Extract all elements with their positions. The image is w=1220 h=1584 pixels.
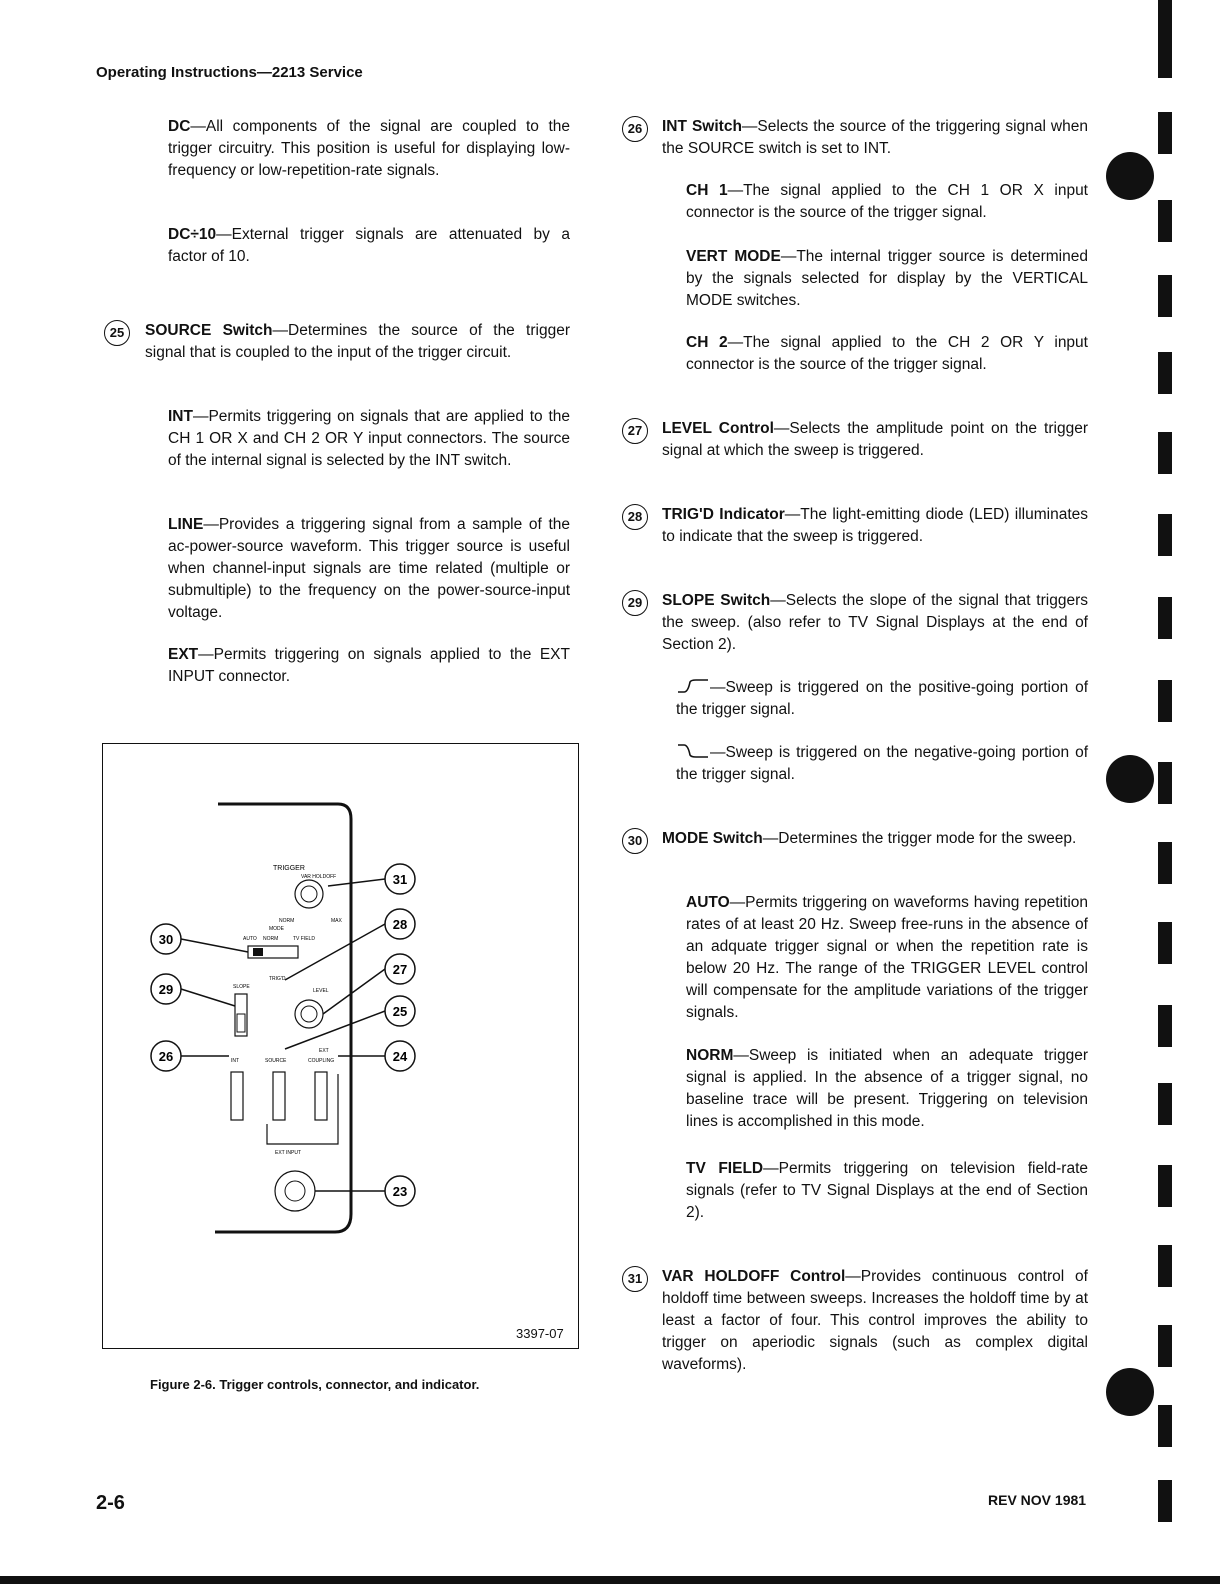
dc10-term: DC÷10 (168, 226, 217, 243)
label-trigd: TRIG'D (269, 976, 286, 982)
figure-caption: Figure 2-6. Trigger controls, connector, and indicator. (150, 1377, 480, 1392)
vert-mode-text: —The internal trigger source is determined by the signals selected for display by the VERTICAL MODE switches. (686, 248, 1088, 309)
label-ext-input: EXT INPUT (275, 1150, 302, 1156)
line-text: —Provides a triggering signal from a sample of the ac-power-source waveform. This trigger source is useful when channel-input signals are time related (multiple or submultiple) to the frequency on the power-source-input voltage. (168, 516, 570, 621)
level-knob (295, 1000, 323, 1028)
ch1-paragraph (686, 180, 1088, 224)
var-holdoff-paragraph (662, 1266, 1088, 1376)
norm-text: —Sweep is initiated when an adequate trigger signal is applied. In the absence of a trigger signal, no baseline trace will be present. Triggering on television lines is accomplished in this mode. (686, 1047, 1088, 1130)
positive-slope-text: —Sweep is triggered on the positive-going portion of the trigger signal. (676, 679, 1088, 718)
dc-term: DC (168, 118, 191, 135)
level-knob-inner (301, 1006, 317, 1022)
trigd-term: TRIG'D Indicator (662, 506, 785, 523)
line-paragraph (168, 514, 570, 624)
norm-term: NORM (686, 1047, 734, 1064)
label-norm-mode: NORM (263, 936, 279, 942)
source-term: SOURCE Switch (145, 322, 273, 339)
callout-31-label: 31 (392, 872, 408, 887)
mode-paragraph (662, 828, 1088, 850)
auto-text: —Permits triggering on waveforms having repetition rates of at least 20 Hz. Sweep free-runs in the absence of an adquate trigger signal or when the repetition rate is below 20 Hz. The range of the TRIGGER LEVEL control will compensate for the amplitude variations of the trigger signals. (686, 894, 1088, 1021)
trigger-panel-drawing (103, 744, 578, 1348)
ext-input-connector (275, 1171, 315, 1211)
callout-30-label: 30 (158, 932, 174, 947)
vert-mode-paragraph (686, 246, 1088, 312)
callout-25: 25 (104, 320, 130, 346)
line-term: LINE (168, 516, 204, 533)
level-text: —Selects the amplitude point on the trigger signal at which the sweep is triggered. (662, 420, 1088, 459)
var-holdoff-term: VAR HOLDOFF Control (662, 1268, 846, 1285)
int-switch (231, 1072, 243, 1120)
figure-id: 3397-07 (516, 1326, 564, 1341)
label-trigger: TRIGGER (273, 865, 305, 872)
label-source: SOURCE (265, 1058, 287, 1064)
ch1-term: CH 1 (686, 182, 728, 199)
label-max: MAX (331, 918, 342, 924)
tv-field-term: TV FIELD (686, 1160, 764, 1177)
label-level: LEVEL (313, 988, 329, 994)
callout-29: 29 (622, 590, 648, 616)
slope-switch-lever (237, 1014, 245, 1032)
revision-date: REV NOV 1981 (988, 1492, 1087, 1508)
label-mode: MODE (269, 926, 284, 932)
ch1-text: —The signal applied to the CH 1 OR X input connector is the source of the trigger signal. (686, 182, 1088, 221)
callout-27-label: 27 (392, 962, 408, 977)
page-header: Operating Instructions—2213 Service (96, 64, 363, 81)
label-auto: AUTO (243, 936, 257, 942)
int-switch-text: —Selects the source of the triggering signal when the SOURCE switch is set to INT. (662, 118, 1088, 157)
slope-paragraph (662, 590, 1088, 656)
negative-slope-icon (676, 743, 710, 759)
callout-27: 27 (622, 418, 648, 444)
int-text: —Permits triggering on signals that are applied to the CH 1 OR X and CH 2 OR Y input connectors. The source of the internal signal is selected by the INT switch. (168, 408, 570, 469)
slope-term: SLOPE Switch (662, 592, 771, 609)
callout-29-label: 29 (158, 982, 174, 997)
mode-text: —Determines the trigger mode for the sweep. (762, 830, 1077, 847)
source-paragraph (145, 320, 570, 364)
var-holdoff-knob (295, 880, 323, 908)
vert-mode-term: VERT MODE (686, 248, 781, 265)
tv-field-paragraph (686, 1158, 1088, 1224)
ch2-paragraph (686, 332, 1088, 376)
int-switch-paragraph (662, 116, 1088, 160)
label-norm: NORM (279, 918, 295, 924)
callout-26-label: 26 (158, 1049, 174, 1064)
dc10-paragraph (168, 224, 570, 268)
level-term: LEVEL Control (662, 420, 774, 437)
label-ext: EXT (319, 1048, 329, 1054)
level-paragraph (662, 418, 1088, 462)
label-slope: SLOPE (233, 984, 250, 990)
callout-25-label: 25 (392, 1004, 408, 1019)
page-number: 2-6 (96, 1492, 125, 1514)
auto-term: AUTO (686, 894, 730, 911)
trigd-text: —The light-emitting diode (LED) illuminates to indicate that the sweep is triggered. (662, 506, 1088, 545)
label-var-holdoff: VAR HOLDOFF (301, 874, 337, 880)
callout-26: 26 (622, 116, 648, 142)
callout-28-label: 28 (392, 917, 408, 932)
var-holdoff-text: —Provides continuous control of holdoff time between sweeps. Increases the holdoff time by at least a factor of four. This control improves the ability to trigger on aperiodic signals (such as complex digital waveforms). (662, 1268, 1088, 1373)
label-coupling: COUPLING (308, 1058, 335, 1064)
ext-term: EXT (168, 646, 199, 663)
source-text: —Determines the source of the trigger signal that is coupled to the input of the trigger circuit. (145, 322, 570, 361)
ext-input-connector-inner (285, 1181, 305, 1201)
callout-30: 30 (622, 828, 648, 854)
callout-28: 28 (622, 504, 648, 530)
ext-paragraph (168, 644, 570, 688)
var-holdoff-knob-inner (301, 886, 317, 902)
callout-23-label: 23 (392, 1184, 408, 1199)
negative-slope-text: —Sweep is triggered on the negative-going portion of the trigger signal. (676, 744, 1088, 783)
mode-term: MODE Switch (662, 830, 763, 847)
ch2-term: CH 2 (686, 334, 728, 351)
callout-31: 31 (622, 1266, 648, 1292)
callout-24-label: 24 (392, 1049, 408, 1064)
figure-frame (102, 743, 579, 1349)
ch2-text: —The signal applied to the CH 2 OR Y input connector is the source of the trigger signal. (686, 334, 1088, 373)
norm-paragraph (686, 1045, 1088, 1133)
int-switch-term: INT Switch (662, 118, 742, 135)
coupling-switch (315, 1072, 327, 1120)
dc-text: —All components of the signal are coupled to the trigger circuitry. This position is useful for displaying low-frequency or low-repetition-rate signals. (168, 118, 570, 179)
callouts-left (151, 924, 248, 1071)
ext-text: —Permits triggering on signals applied to the EXT INPUT connector. (168, 646, 570, 685)
trigd-paragraph (662, 504, 1088, 548)
label-tv-field: TV FIELD (293, 936, 315, 942)
positive-slope-paragraph (676, 677, 1088, 721)
source-switch (273, 1072, 285, 1120)
auto-paragraph (686, 892, 1088, 1024)
int-term: INT (168, 408, 193, 425)
positive-slope-icon (676, 678, 710, 694)
tv-field-text: —Permits triggering on television field-rate signals (refer to TV Signal Displays at the end of Section 2). (686, 1160, 1088, 1221)
mode-switch-lever (253, 948, 263, 956)
label-int: INT (231, 1058, 240, 1064)
int-paragraph (168, 406, 570, 472)
slope-text: —Selects the slope of the signal that triggers the sweep. (also refer to TV Signal Displays at the end of Section 2). (662, 592, 1088, 653)
dc-paragraph (168, 116, 570, 182)
dc10-text: —External trigger signals are attenuated by a factor of 10. (168, 226, 570, 265)
negative-slope-paragraph (676, 742, 1088, 786)
